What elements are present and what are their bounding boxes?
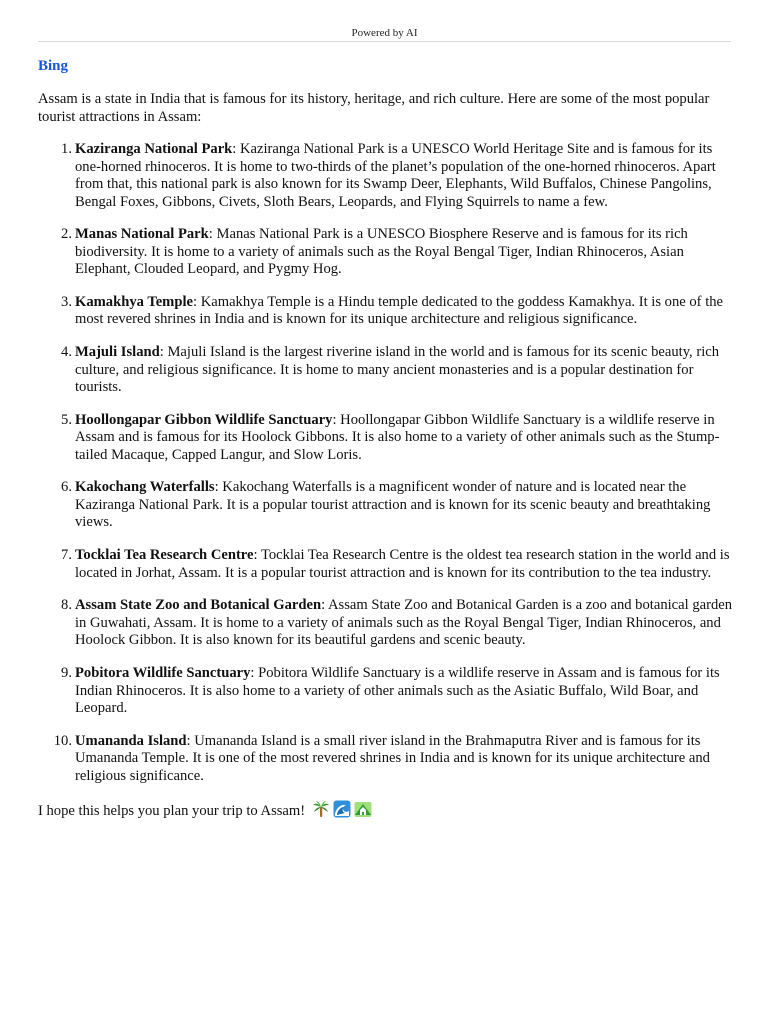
attraction-name: Manas National Park	[75, 226, 209, 243]
intro-paragraph: Assam is a state in India that is famous for its history, heritage, and rich culture. Here are some of the most popular tourist attractions in Assam:	[38, 91, 710, 125]
list-item-number: 8.	[61, 597, 72, 614]
list-item-number: 2.	[61, 226, 72, 243]
list-item	[61, 665, 733, 718]
attraction-description: : Majuli Island is the largest riverine island in the world and is famous for its scenic beauty, rich culture, and religious significance. It is home to many ancient monasteries and is a popular destination for tourists.	[75, 344, 720, 396]
list-item-number: 10.	[53, 732, 72, 749]
attraction-name: Tocklai Tea Research Centre	[75, 547, 254, 564]
attraction-name: Kamakhya Temple	[75, 293, 193, 310]
list-item	[61, 344, 733, 397]
closing-paragraph	[38, 800, 733, 824]
list-item-number: 7.	[61, 547, 72, 564]
wave-icon	[333, 800, 351, 824]
attraction-name: Pobitora Wildlife Sanctuary	[75, 665, 251, 681]
attraction-description: : Kamakhya Temple is a Hindu temple dedicated to the goddess Kamakhya. It is one of the most revered shrines in India and is known for its unique architecture and religious significance.	[75, 293, 724, 328]
list-item	[53, 732, 733, 786]
attraction-description: : Tocklai Tea Research Centre is the oldest tea research station in the world and is located in Jorhat, Assam. It is a popular tourist attraction and is known for its contribution to the tea industry.	[75, 547, 730, 581]
list-item-number: 5.	[61, 411, 72, 428]
list-item-number: 9.	[61, 665, 72, 681]
list-item-number: 1.	[61, 141, 72, 157]
attraction-description: : Kaziranga National Park is a UNESCO World Heritage Site and is famous for its one-horned rhinoceros. It is home to two-thirds of the planet’s population of the one-horned rhinoceros. Apart from that, this national park is also known for its Swamp Deer, Elephants, Wild Buffalos, Chinese Pangolins, Bengal Foxes, Gibbons, Civets, Sloth Bears, Leopards, and Flying Squirrels to name a few.	[75, 141, 716, 210]
attraction-name: Assam State Zoo and Botanical Garden	[75, 597, 322, 614]
header-divider	[38, 41, 731, 42]
list-item	[61, 141, 733, 211]
list-item	[61, 293, 733, 329]
attraction-description: : Umananda Island is a small river island in the Brahmaputra River and is famous for its Umananda Temple. It is one of the most revered shrines in India and is known for its unique architecture and religious significance.	[75, 732, 710, 784]
attraction-name: Kaziranga National Park	[75, 141, 233, 157]
attraction-description: : Assam State Zoo and Botanical Garden is a zoo and botanical garden in Guwahati, Assam. It is home to a variety of animals such as the Royal Bengal Tiger, Indian Rhinoceros, and Hoolock Gibbon. It is also known for its beautiful gardens and scenic beauty.	[75, 597, 733, 649]
attraction-description: : Kakochang Waterfalls is a magnificent wonder of nature and is located near the Kaziranga National Park. It is a popular tourist attraction and is known for its scenic beauty and breathtaking views.	[75, 479, 711, 531]
list-item	[61, 226, 733, 279]
closing-text: I hope this helps you plan your trip to Assam!	[38, 803, 306, 820]
answer-content	[38, 91, 733, 824]
attraction-name: Majuli Island	[75, 344, 160, 361]
list-item-number: 6.	[61, 479, 72, 496]
attractions-list	[38, 141, 733, 785]
attraction-description: : Pobitora Wildlife Sanctuary is a wildlife reserve in Assam and is famous for its Indian Rhinoceros. It is also home to a variety of other animals such as the Asiatic Buffalo, Wild Boar, and Leopard.	[75, 665, 720, 716]
list-item	[61, 547, 733, 582]
list-item-number: 3.	[61, 293, 72, 310]
attraction-description: : Hoollongapar Gibbon Wildlife Sanctuary is a wildlife reserve in Assam and is famous for its Hoolock Gibbons. It is also home to a variety of other animals such as the Stump-tailed Macaque, Capped Langur, and Slow Loris.	[75, 411, 720, 463]
mountain-hut-icon	[354, 800, 372, 824]
attraction-name: Umananda Island	[75, 732, 187, 749]
powered-by-label: Powered by AI	[351, 27, 418, 39]
list-item	[61, 597, 733, 650]
brand-name: Bing	[38, 58, 69, 74]
list-item-number: 4.	[61, 344, 72, 361]
list-item	[61, 479, 733, 532]
palm-tree-icon	[312, 800, 330, 824]
list-item	[61, 411, 733, 465]
attraction-name: Hoollongapar Gibbon Wildlife Sanctuary	[75, 411, 333, 428]
attraction-description: : Manas National Park is a UNESCO Biosphere Reserve and is famous for its rich biodiversity. It is home to a variety of animals such as the Royal Bengal Tiger, Indian Rhinoceros, Asian Elephant, Clouded Leopard, and Pygmy Hog.	[75, 226, 688, 278]
attraction-name: Kakochang Waterfalls	[75, 479, 215, 496]
